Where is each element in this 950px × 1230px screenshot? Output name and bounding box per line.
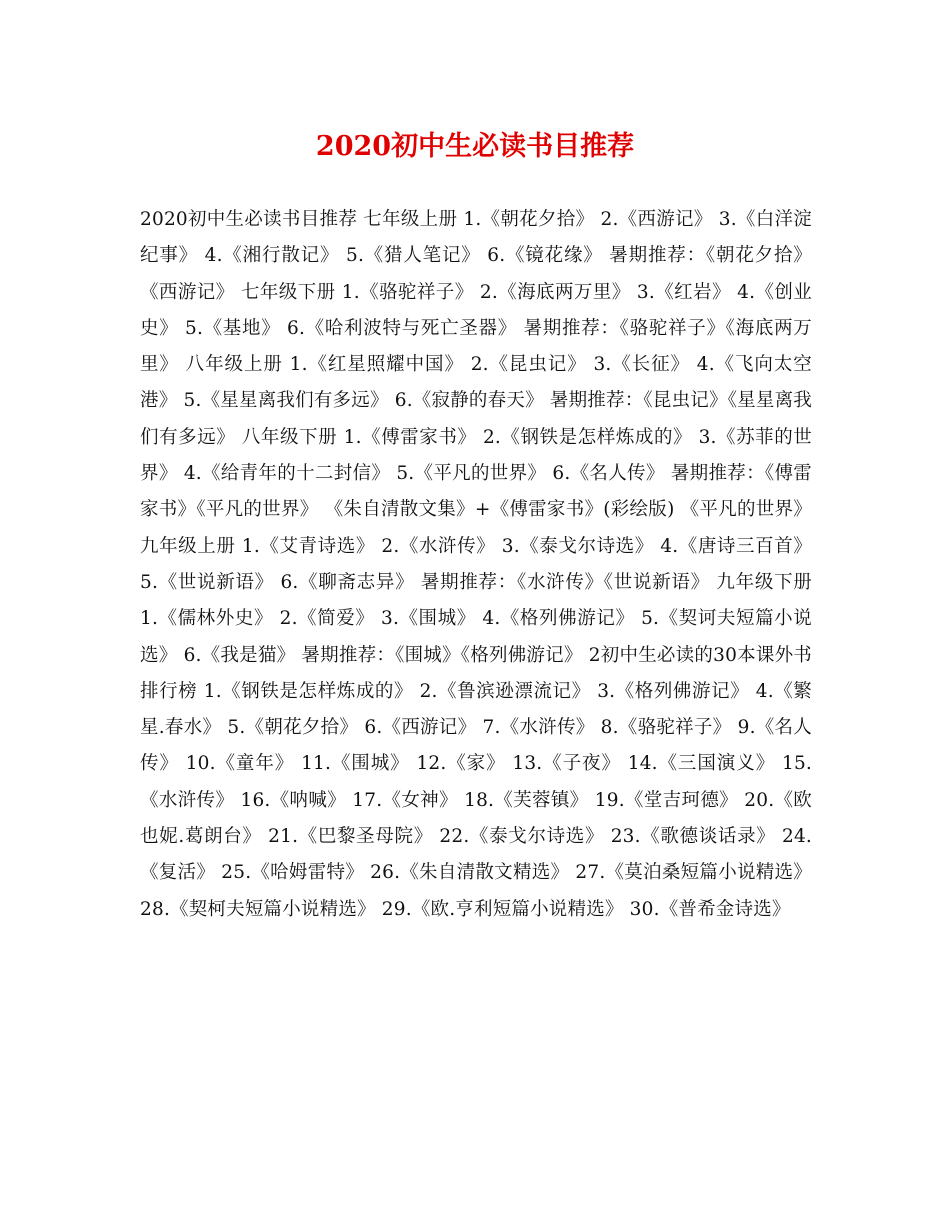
document-body-text: 2020初中生必读书目推荐 七年级上册 1.《朝花夕拾》 2.《西游记》 3.《白洋淀纪事》 4.《湘行散记》 5.《猎人笔记》 6.《镜花缘》 暑期推荐：《朝花夕拾》《西游记》 七年级下册 1.《骆驼祥子》 2.《海底两万里》 3.《红岩》 4.《创业史》 5.《基地》 6.《哈利波特与死亡圣器》 暑期推荐：《骆驼祥子》《海底两万里》 八年级上册 1.《红星照耀中国》 2.《昆虫记》 3.《长征》 4.《飞向太空港》 5.《星星离我们有多远》 6.《寂静的春天》 暑期推荐：《昆虫记》《星星离我们有多远》 八年级下册 1.《傅雷家书》 2.《钢铁是怎样炼成的》 3.《苏菲的世界》 4.《给青年的十二封信》 5.《平凡的世界》 6.《名人传》 暑期推荐：《傅雷家书》《平凡的世界》 《朱自清散文集》+《傅雷家书》(彩绘版) 《平凡的世界》 九年级上册 1.《艾青诗选》 2.《水浒传》 3.《泰戈尔诗选》 4.《唐诗三百首》 5.《世说新语》 6.《聊斋志异》 暑期推荐：《水浒传》《世说新语》 九年级下册 1.《儒林外史》 2.《简爱》 3.《围城》 4.《格列佛游记》 5.《契诃夫短篇小说选》 6.《我是猫》 暑期推荐：《围城》《格列佛游记》 2初中生必读的30本课外书排行榜 1.《钢铁是怎样炼成的》 2.《鲁滨逊漂流记》 3.《格列佛游记》 4.《繁星.春水》 5.《朝花夕拾》 6.《西游记》 7.《水浒传》 8.《骆驼祥子》 9.《名人传》 10.《童年》 11.《围城》 12.《家》 13.《子夜》 14.《三国演义》 15.《水浒传》 16.《呐喊》 17.《女神》 18.《芙蓉镇》 19.《堂吉珂德》 20.《欧也妮.葛朗台》 21.《巴黎圣母院》 22.《泰戈尔诗选》 23.《歌德谈话录》 24.《复活》 25.《哈姆雷特》 26.《朱自清散文精选》 27.《莫泊桑短篇小说精选》 28.《契柯夫短篇小说精选》 29.《欧.亨利短篇小说精选》 30.《普希金诗选》 (140, 209, 812, 920)
document-title: 2020初中生必读书目推荐 (315, 131, 635, 162)
